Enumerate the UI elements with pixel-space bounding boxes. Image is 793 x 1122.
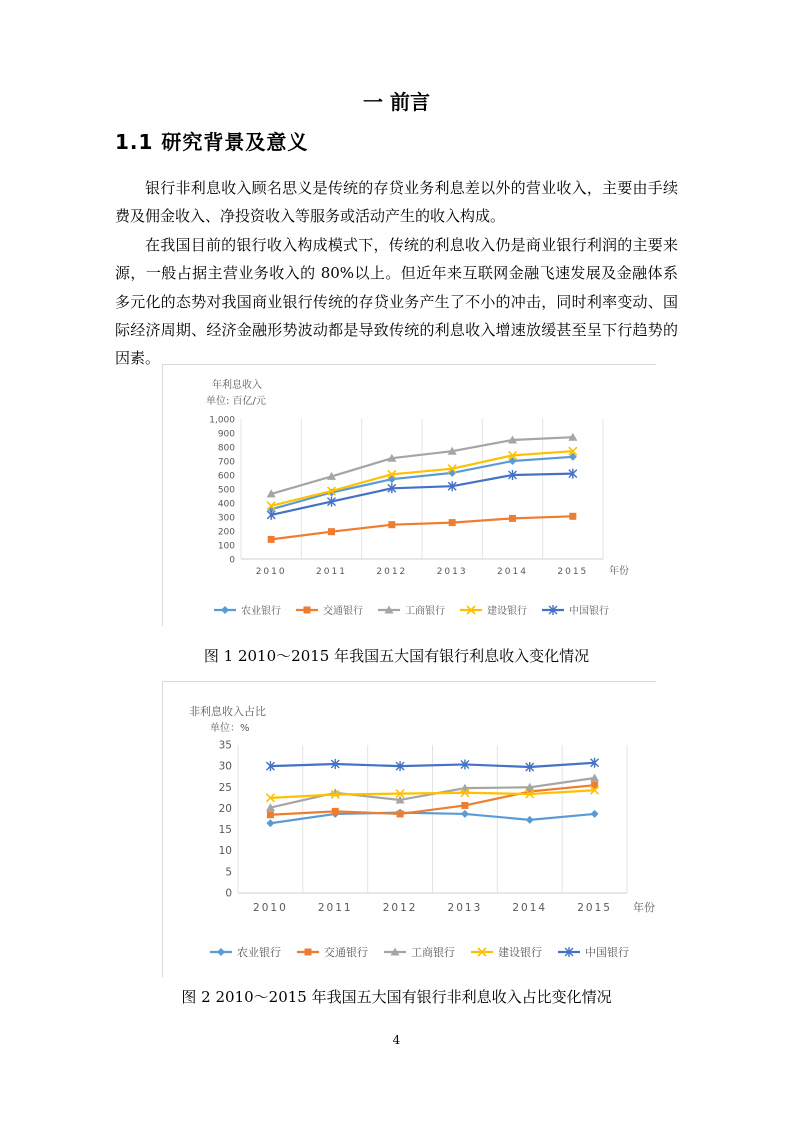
data-point [328,528,335,535]
x-tick-label: 2011 [317,902,353,914]
y-tick-label: 5 [225,866,232,879]
legend-label: 交通银行 [324,946,368,959]
chart-title: 非利息收入占比 [189,705,266,718]
data-point [461,810,469,818]
x-tick-label: 2015 [557,567,589,577]
legend-label: 工商银行 [405,606,445,617]
x-tick-label: 2013 [436,567,468,577]
legend-label: 农业银行 [241,606,281,617]
figure-1-caption: 图 1 2010～2015 年我国五大国有银行利息收入变化情况 [203,647,590,665]
chapter-title: 一 前言 [363,90,430,114]
data-point [526,816,534,824]
legend-item [471,945,542,959]
y-tick-label: 200 [217,527,235,538]
y-tick-label: 600 [217,471,235,482]
y-tick-label: 30 [218,760,232,773]
y-tick-label: 20 [218,802,232,815]
y-tick-label: 15 [218,824,232,837]
data-point [397,810,404,817]
data-point [449,519,456,526]
y-tick-label: 0 [225,887,232,900]
chart-unit-label: 单位：% [210,723,250,734]
legend-item [210,945,281,959]
legend-marker [221,606,229,614]
legend-label: 中国银行 [585,946,629,959]
legend-item [460,604,527,617]
data-point [266,819,274,827]
data-point [569,513,576,520]
legend-item [378,604,445,617]
x-tick-label: 2012 [382,902,418,914]
figure-2-chart [162,681,656,977]
legend-item [296,604,363,617]
y-tick-label: 1,000 [209,415,235,426]
legend-label: 建设银行 [487,606,527,617]
chart-unit-label: 单位: 百亿/元 [206,396,266,407]
chart-title: 年利息收入 [212,380,262,391]
data-point [332,808,339,815]
legend-item [297,945,368,959]
paragraph-1: 银行非利息收入顾名思义是传统的存贷业务利息差以外的营业收入，主要由手续费及佣金收入、净投资收入等服务或活动产生的收入构成。 [115,179,678,226]
y-tick-label: 0 [229,555,235,566]
x-tick-label: 2010 [253,902,288,914]
data-point [448,469,456,477]
y-tick-label: 100 [217,541,235,552]
legend-label: 工商银行 [411,946,455,959]
y-tick-label: 700 [217,457,235,468]
legend-marker [217,948,225,956]
figure-2-caption: 图 2 2010～2015 年我国五大国有银行非利息收入占比变化情况 [181,988,612,1006]
x-tick-label: 2015 [577,902,612,914]
data-point [591,810,599,818]
data-point [388,521,395,528]
data-point [461,802,468,809]
y-tick-label: 800 [217,443,235,454]
section-title: 1.1 研究背景及意义 [115,130,309,154]
y-tick-label: 400 [217,499,235,510]
page-number: 4 [392,1033,401,1047]
legend-item [542,604,609,617]
figure-1-chart [162,364,656,626]
x-tick-label: 2013 [447,902,483,914]
legend-item [558,945,629,959]
x-axis-title: 年份 [609,566,629,577]
x-tick-label: 2012 [376,567,408,577]
x-axis-title: 年份 [633,901,655,914]
y-tick-label: 10 [218,845,232,858]
data-point [509,515,516,522]
body-text [115,174,678,373]
legend-item [384,945,455,959]
data-point [267,811,274,818]
data-point [268,536,275,543]
legend-label: 交通银行 [323,606,363,617]
y-tick-label: 900 [217,429,235,440]
x-tick-label: 2014 [497,567,528,577]
legend-marker [304,607,311,614]
x-tick-label: 2014 [512,902,548,914]
x-tick-label: 2011 [316,567,347,577]
legend-item [214,604,281,617]
legend-marker [305,949,312,956]
legend-label: 建设银行 [498,946,542,959]
y-tick-label: 25 [218,781,232,794]
legend-label: 中国银行 [569,606,609,617]
x-tick-label: 2010 [255,567,287,577]
y-tick-label: 500 [217,485,235,496]
paragraph-2: 在我国目前的银行收入构成模式下，传统的利息收入仍是商业银行利润的主要来源，一般占据主营业务收入的 80%以上。但近年来互联网金融飞速发展及金融体系多元化的态势对我国商业银行传统的存贷业务产生了不小的冲击，同时利率变动、国际经济周期、经济金融形势波动都是导致传统的利息收入增速放缓甚至呈下行趋势的因素。 [115,235,678,368]
y-tick-label: 35 [218,739,232,752]
legend-label: 农业银行 [237,946,281,959]
y-tick-label: 300 [217,513,235,524]
